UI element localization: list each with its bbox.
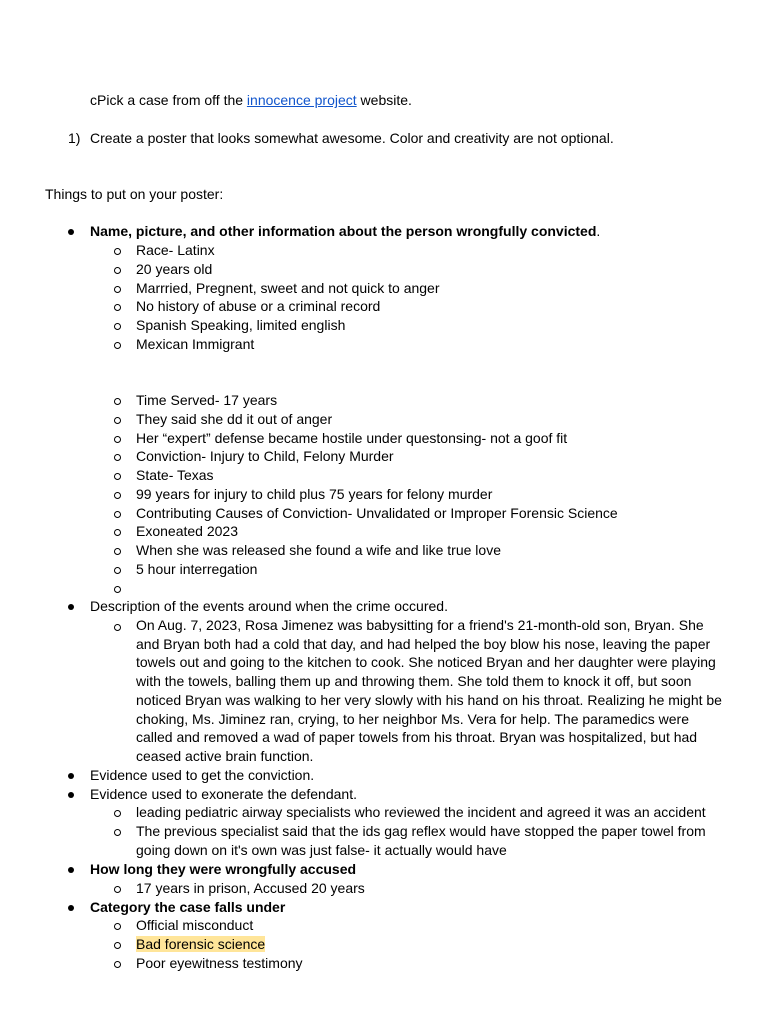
exonerate-item-1: leading pediatric airway specialists who reviewed the incident and agreed it was an accident bbox=[136, 804, 706, 820]
bullet-icon bbox=[68, 229, 74, 235]
circle-bullet-icon bbox=[114, 942, 121, 949]
bullet-icon bbox=[68, 604, 74, 610]
list-item: Contributing Causes of Conviction- Unvalidated or Improper Forensic Science bbox=[136, 504, 618, 521]
list-item: Her “expert” defense became hostile under questonsing- not a goof fit bbox=[136, 429, 568, 446]
list-item: Conviction- Injury to Child, Felony Murder bbox=[136, 448, 394, 465]
bullet-icon bbox=[68, 792, 74, 798]
category-item: Poor eyewitness testimony bbox=[136, 955, 303, 971]
list-item: State- Texas bbox=[136, 467, 214, 483]
bullet-icon bbox=[68, 867, 74, 873]
intro-line bbox=[90, 91, 412, 110]
name-section-heading bbox=[90, 222, 600, 241]
description-heading: Description of the events around when the crime occured. bbox=[90, 598, 448, 614]
name-heading-period: . bbox=[596, 223, 601, 239]
numbered-item-text: Create a poster that looks somewhat awesome. Color and creativity are not optional. bbox=[90, 130, 614, 146]
circle-bullet-icon bbox=[114, 511, 121, 518]
innocence-project-link[interactable]: innocence project bbox=[246, 92, 357, 108]
how-long-item: 17 years in prison, Accused 20 years bbox=[136, 880, 365, 896]
category-item: Official misconduct bbox=[136, 917, 254, 933]
how-long-heading: How long they were wrongfully accused bbox=[90, 861, 357, 877]
circle-bullet-icon bbox=[114, 267, 121, 274]
highlighted-text: Bad forensic science bbox=[136, 936, 266, 952]
list-item: 20 years old bbox=[136, 260, 213, 277]
list-item: Spanish Speaking, limited english bbox=[136, 317, 346, 333]
list-item: 5 hour interregation bbox=[136, 560, 258, 577]
circle-bullet-icon bbox=[114, 886, 121, 893]
list-item: When she was released she found a wife and like true love bbox=[136, 542, 501, 558]
circle-bullet-icon bbox=[114, 454, 121, 461]
description-paragraph: On Aug. 7, 2023, Rosa Jimenez was babysitting for a friend's 21-month-old son, Bryan. She and Bryan both had a cold that day, and had helped the boy blow his nose, leaving the paper towels out and going to the kitchen to cook. She noticed Bryan and her daughter were playing with the towels, balling them up and throwing them. She told them to knock it off, but soon noticed Bryan was walking to her very slowly with his hand on his throat. Realizing he might be choking, Ms. Jiminez ran, crying, to her neighbor Ms. Vera for help. The paramedics were called and removed a wad of paper towels from his throat. Bryan was hospitalized, but had ceased active brain function. bbox=[136, 617, 722, 764]
name-heading-bold: Name, picture, and other information about the person wrongfully convicted bbox=[90, 223, 597, 239]
evidence-exonerate-heading: Evidence used to exonerate the defendant. bbox=[90, 786, 357, 802]
circle-bullet-icon bbox=[114, 492, 121, 499]
circle-bullet-icon bbox=[114, 342, 121, 349]
bullet-icon bbox=[68, 773, 74, 779]
category-heading: Category the case falls under bbox=[90, 899, 286, 915]
intro-suffix: website. bbox=[356, 92, 412, 108]
circle-bullet-icon bbox=[114, 286, 121, 293]
circle-bullet-icon bbox=[114, 567, 121, 574]
evidence-conviction: Evidence used to get the conviction. bbox=[90, 767, 315, 783]
list-item: No history of abuse or a criminal record bbox=[136, 298, 381, 315]
list-item: Marrried, Pregnent, sweet and not quick to anger bbox=[136, 279, 440, 296]
list-number: 1) bbox=[68, 130, 81, 146]
category-item-highlighted bbox=[136, 935, 265, 954]
circle-bullet-icon bbox=[114, 417, 121, 424]
circle-bullet-icon bbox=[114, 473, 121, 480]
circle-bullet-icon bbox=[114, 529, 121, 536]
circle-bullet-icon bbox=[114, 923, 121, 930]
list-item: Race- Latinx bbox=[136, 242, 215, 258]
list-item: They said she dd it out of anger bbox=[136, 410, 333, 427]
intro-prefix: cPick a case from off the bbox=[90, 92, 247, 108]
circle-bullet-icon bbox=[114, 248, 121, 255]
circle-bullet-icon bbox=[114, 586, 121, 593]
circle-bullet-icon bbox=[114, 436, 121, 443]
list-item: Mexican Immigrant bbox=[136, 335, 255, 352]
list-item: Exoneated 2023 bbox=[136, 523, 238, 540]
list-item: 99 years for injury to child plus 75 years for felony murder bbox=[136, 485, 493, 502]
things-heading: Things to put on your poster: bbox=[45, 186, 224, 202]
circle-bullet-icon bbox=[114, 961, 121, 968]
circle-bullet-icon bbox=[114, 304, 121, 311]
circle-bullet-icon bbox=[114, 548, 121, 555]
circle-bullet-icon bbox=[114, 624, 121, 631]
circle-bullet-icon bbox=[114, 398, 121, 405]
exonerate-item-2: The previous specialist said that the ids gag reflex would have stopped the paper towel from going down on it's own was just false- it actually would have bbox=[136, 823, 706, 858]
circle-bullet-icon bbox=[114, 323, 121, 330]
bullet-icon bbox=[68, 905, 74, 911]
circle-bullet-icon bbox=[114, 829, 121, 836]
list-item: Time Served- 17 years bbox=[136, 392, 278, 408]
circle-bullet-icon bbox=[114, 810, 121, 817]
